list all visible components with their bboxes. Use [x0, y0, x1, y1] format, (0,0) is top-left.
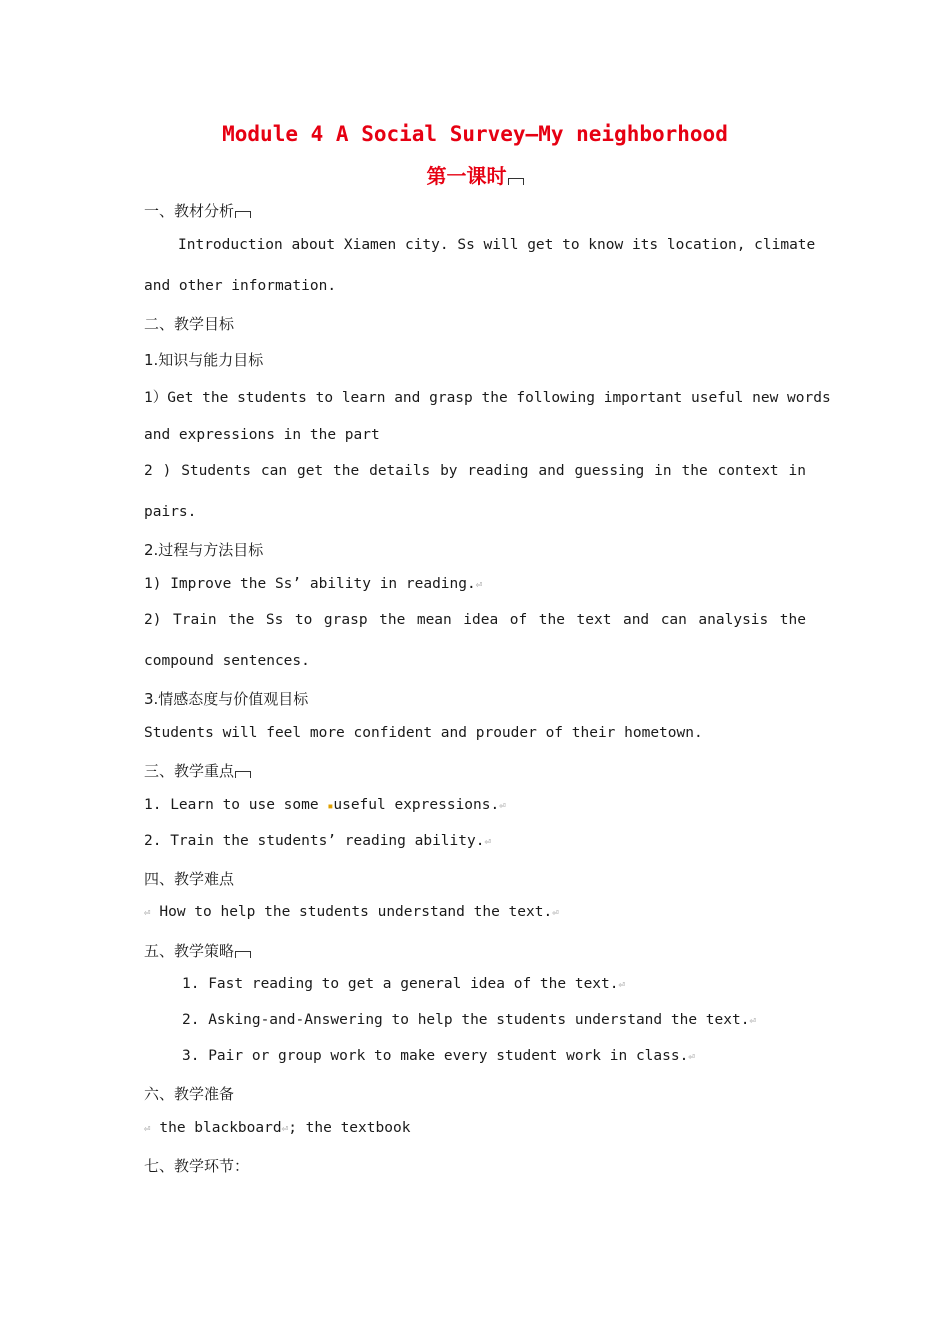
section-heading-strategy: [144, 940, 251, 961]
dot-mark-icon: ▪: [327, 801, 334, 812]
document-subtitle: [0, 160, 950, 189]
return-mark-icon: ⏎: [618, 978, 626, 991]
paragraph-line: [144, 576, 482, 592]
paragraph-line: 2) Train the Ss to grasp the mean idea of the text and can analysis the: [144, 612, 806, 628]
paragraph-line: 1）Get the students to learn and grasp the following important useful new words: [144, 390, 831, 406]
subtitle-text: 第一课时: [426, 164, 507, 188]
line-text: useful expressions.: [333, 797, 500, 813]
line-text: 2. Asking-and-Answering to help the students understand the text.: [182, 1012, 750, 1028]
bracket-mark-icon: [235, 951, 251, 958]
return-mark-icon: ⏎: [475, 578, 483, 591]
line-text: 1) Improve the Ss’ ability in reading.: [144, 576, 476, 592]
section-heading-analysis: [144, 200, 251, 221]
paragraph-line: pairs.: [144, 504, 197, 520]
paragraph-line: [144, 1120, 410, 1136]
section-heading-procedure: 七、教学环节：: [144, 1157, 250, 1175]
section-heading-difficulties: 四、教学难点: [144, 870, 235, 888]
subheading-knowledge: 1.知识与能力目标: [144, 351, 264, 369]
return-mark-icon: ⏎: [484, 835, 492, 848]
return-mark-icon: ⏎: [688, 1050, 695, 1063]
return-mark-icon: ⏎: [281, 1122, 289, 1135]
paragraph-line: and expressions in the part: [144, 427, 380, 443]
paragraph-line: 2 ) Students can get the details by reading and guessing in the context in: [144, 463, 806, 479]
list-item: [144, 833, 491, 849]
line-text: ; the textbook: [288, 1120, 411, 1136]
return-mark-icon: ⏎: [144, 1122, 151, 1135]
section-heading-objectives: 二、教学目标: [144, 315, 235, 333]
return-mark-icon: ⏎: [499, 799, 506, 812]
document-title: Module 4 A Social Survey—My neighborhood: [222, 122, 728, 146]
section-heading-preparation: 六、教学准备: [144, 1085, 235, 1103]
line-text: 2. Train the students’ reading ability.: [144, 833, 485, 849]
paragraph-line: and other information.: [144, 278, 337, 294]
bracket-mark-icon: [235, 771, 251, 778]
return-mark-icon: ⏎: [552, 906, 559, 919]
line-text: the blackboard: [150, 1120, 282, 1136]
list-item: [144, 797, 506, 813]
paragraph-line: compound sentences.: [144, 653, 310, 669]
subheading-process: 2.过程与方法目标: [144, 541, 264, 559]
heading-text: 三、教学重点: [144, 762, 235, 780]
heading-text: 五、教学策略: [144, 942, 235, 960]
paragraph-line: Introduction about Xiamen city. Ss will get to know its location, climate: [178, 237, 816, 253]
line-text: 1. Learn to use some: [144, 797, 328, 813]
line-text: 3. Pair or group work to make every student work in class.: [182, 1048, 689, 1064]
return-mark-icon: ⏎: [144, 906, 151, 919]
line-text: 1. Fast reading to get a general idea of the text.: [182, 976, 619, 992]
list-item: [182, 1048, 695, 1064]
bracket-mark-icon: [508, 178, 524, 185]
line-text: How to help the students understand the text.: [150, 904, 553, 920]
paragraph-line: [144, 904, 559, 920]
list-item: [182, 1012, 756, 1028]
subheading-attitude: 3.情感态度与价值观目标: [144, 690, 309, 708]
list-item: [182, 976, 625, 992]
heading-text: 一、教材分析: [144, 202, 235, 220]
return-mark-icon: ⏎: [749, 1014, 757, 1027]
section-heading-key-points: [144, 760, 251, 781]
paragraph-line: Students will feel more confident and prouder of their hometown.: [144, 725, 703, 741]
bracket-mark-icon: [235, 211, 251, 218]
